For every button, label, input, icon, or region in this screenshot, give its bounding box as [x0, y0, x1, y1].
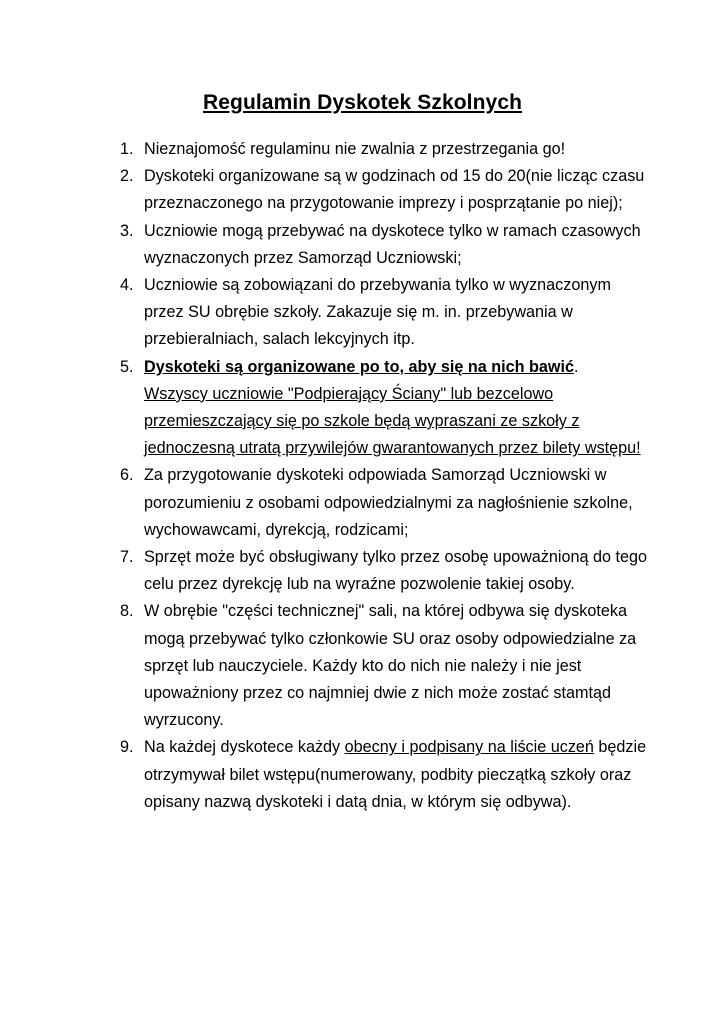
rule-text: Uczniowie mogą przebywać na dyskotece tylko w ramach czasowych wyznaczonych przez Samorząd Uczniowski;: [144, 221, 641, 267]
document-title: Regulamin Dyskotek Szkolnych: [202, 91, 523, 114]
rule-text: Sprzęt może być obsługiwany tylko przez osobę upoważnioną do tego celu przez dyrekcję lub na wyraźne pozwolenie takiej osoby.: [144, 548, 648, 594]
rule-number: 7.: [120, 548, 134, 567]
rule-underlined-text: Wszyscy uczniowie "Podpierający Ściany" lub bezcelowo przemieszczający się po szkole będą wypraszani ze szkoły z jednoczesną utratą przywilejów gwarantowanych przez bilety wstępu!: [144, 384, 641, 458]
rule-text: Dyskoteki organizowane są w godzinach od 15 do 20(nie licząc czasu przeznaczonego na przygotowanie imprezy i posprzątanie po niej);: [144, 167, 645, 213]
rule-dot: .: [574, 357, 579, 376]
rule-number: 6.: [120, 466, 134, 485]
rule-item-1: [120, 136, 650, 163]
rule-text-after: będzie otrzymywał bilet wstępu(numerowany, podbity pieczątką szkoły oraz opisany nazwą dyskoteki i datą dnia, w którym się odbywa).: [144, 738, 647, 811]
rule-number: 5.: [120, 357, 134, 376]
rule-number: 2.: [120, 167, 134, 186]
rules-list: [120, 136, 650, 816]
rule-item-4: [120, 272, 650, 354]
rule-text: W obrębie "części technicznej" sali, na której odbywa się dyskoteka mogą przebywać tylko członkowie SU oraz osoby odpowiedzialne za sprzęt lub nauczyciele. Każdy kto do nich nie należy i nie jest upoważniony przez co najmniej dwie z nich może zostać stamtąd wyrzucony.: [144, 602, 637, 730]
rule-text-before: Na każdej dyskotece każdy: [144, 738, 341, 757]
rule-item-7: [120, 544, 650, 598]
rule-number: 4.: [120, 276, 134, 295]
rule-item-8: [120, 598, 650, 734]
rule-text: Uczniowie są zobowiązani do przebywania tylko w wyznaczonym przez SU obrębie szkoły. Zakazuje się m. in. przebywania w przebieralniach, salach lekcyjnych itp.: [144, 276, 611, 349]
rule-underlined-text: obecny i podpisany na liście uczeń: [344, 738, 594, 757]
rule-item-2: [120, 163, 650, 217]
rule-text: Za przygotowanie dyskoteki odpowiada Samorząd Uczniowski w porozumieniu z osobami odpowiedzialnymi za nagłośnienie szkolne, wychowawcami, dyrekcją, rodzicami;: [144, 466, 633, 539]
rule-item-3: [120, 218, 650, 272]
rule-number: 3.: [120, 221, 134, 240]
rule-item-9: [120, 734, 650, 816]
rule-bold-text: Dyskoteki są organizowane po to, aby się na nich bawić: [144, 357, 574, 376]
rule-number: 9.: [120, 738, 134, 757]
rule-item-6: [120, 462, 650, 544]
rule-item-5: [120, 354, 650, 463]
rule-number: 1.: [120, 140, 134, 158]
rule-number: 8.: [120, 602, 134, 621]
rule-text: Nieznajomość regulaminu nie zwalnia z przestrzegania go!: [144, 140, 566, 158]
